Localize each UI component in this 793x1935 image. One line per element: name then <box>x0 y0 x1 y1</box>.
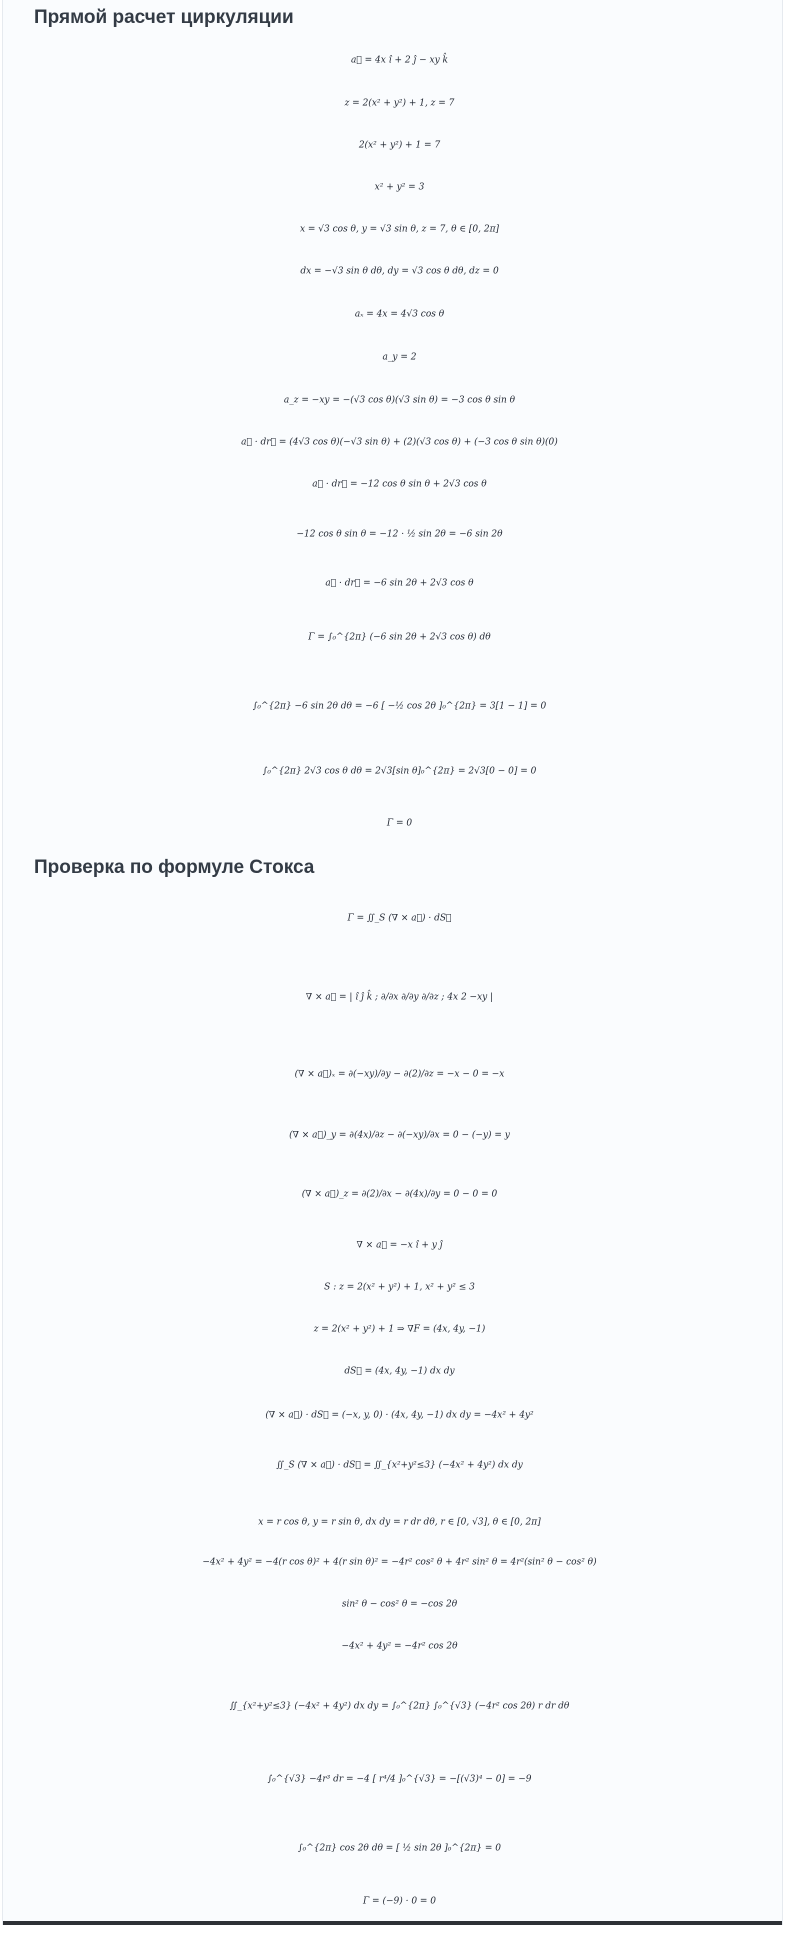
equation: x = r cos θ, y = r sin θ, dx dy = r dr dθ, r ∈ [0, √3], θ ∈ [0, 2π] <box>258 1517 541 1528</box>
equation: S : z = 2(x² + y²) + 1, x² + y² ≤ 3 <box>324 1282 475 1293</box>
equation: Γ = 0 <box>386 818 413 829</box>
equation: dS⃗ = (4x, 4y, −1) dx dy <box>344 1366 455 1377</box>
equation: ∬_S (∇ × a⃗) · dS⃗ = ∬_{x²+y²≤3} (−4x² + 4y²) dx dy <box>276 1460 523 1471</box>
equation: (∇ × a⃗)_z = ∂(2)/∂x − ∂(4x)/∂y = 0 − 0 = 0 <box>301 1189 498 1200</box>
equation: z = 2(x² + y²) + 1 ⇒ ∇F = (4x, 4y, −1) <box>313 1324 486 1335</box>
equation: Γ = ∬_S (∇ × a⃗) · dS⃗ <box>347 913 452 924</box>
equation: a⃗ · dr⃗ = −6 sin 2θ + 2√3 cos θ <box>325 578 474 589</box>
section-title-stokes-check: Проверка по формуле Стокса <box>34 857 315 878</box>
equation: (∇ × a⃗) · dS⃗ = (−x, y, 0) · (4x, 4y, −1) dx dy = −4x² + 4y² <box>265 1410 534 1421</box>
equation: Γ = ∫₀^{2π} (−6 sin 2θ + 2√3 cos θ) dθ <box>308 632 491 643</box>
equation: (∇ × a⃗)_y = ∂(4x)/∂z − ∂(−xy)/∂x = 0 − (−y) = y <box>289 1130 510 1141</box>
equation: −4x² + 4y² = −4r² cos 2θ <box>341 1641 458 1652</box>
bottom-border <box>3 1921 782 1925</box>
equation: sin² θ − cos² θ = −cos 2θ <box>341 1599 458 1610</box>
equation: ∫₀^{2π} 2√3 cos θ dθ = 2√3[sin θ]₀^{2π} = 2√3[0 − 0] = 0 <box>262 766 537 777</box>
equation: ∫₀^{2π} −6 sin 2θ dθ = −6 [ −½ cos 2θ ]₀^{2π} = 3[1 − 1] = 0 <box>252 701 547 712</box>
equation: a⃗ = 4x î + 2 ĵ − xy k̂ <box>351 55 448 66</box>
equation: ∫₀^{√3} −4r³ dr = −4 [ r⁴/4 ]₀^{√3} = −[(√3)⁴ − 0] = −9 <box>267 1774 532 1785</box>
equation: z = 2(x² + y²) + 1, z = 7 <box>344 98 455 109</box>
equation: x = √3 cos θ, y = √3 sin θ, z = 7, θ ∈ [0, 2π] <box>299 224 500 235</box>
equation: a⃗ · dr⃗ = (4√3 cos θ)(−√3 sin θ) + (2)(√3 cos θ) + (−3 cos θ sin θ)(0) <box>241 437 558 448</box>
document-page <box>2 0 783 1925</box>
equation: dx = −√3 sin θ dθ, dy = √3 cos θ dθ, dz = 0 <box>300 266 499 277</box>
equation: x² + y² = 3 <box>374 182 425 193</box>
equation: a_y = 2 <box>382 352 417 363</box>
equation: −12 cos θ sin θ = −12 · ½ sin 2θ = −6 sin 2θ <box>296 529 503 540</box>
equation: ∇ × a⃗ = | î ĵ k̂ ; ∂/∂x ∂/∂y ∂/∂z ; 4x 2 −xy | <box>305 992 494 1003</box>
equation: 2(x² + y²) + 1 = 7 <box>358 140 441 151</box>
section-title-direct-circulation: Прямой расчет циркуляции <box>34 7 294 28</box>
equation: a⃗ · dr⃗ = −12 cos θ sin θ + 2√3 cos θ <box>312 479 487 490</box>
equation: ∇ × a⃗ = −x î + y ĵ <box>356 1240 443 1251</box>
equation: aₓ = 4x = 4√3 cos θ <box>354 309 445 320</box>
equation: (∇ × a⃗)ₓ = ∂(−xy)/∂y − ∂(2)/∂z = −x − 0 = −x <box>294 1069 505 1080</box>
equation: a_z = −xy = −(√3 cos θ)(√3 sin θ) = −3 cos θ sin θ <box>283 395 516 406</box>
equation: −4x² + 4y² = −4(r cos θ)² + 4(r sin θ)² = −4r² cos² θ + 4r² sin² θ = 4r²(sin² θ − cos² θ) <box>202 1557 597 1568</box>
equation: ∬_{x²+y²≤3} (−4x² + 4y²) dx dy = ∫₀^{2π} ∫₀^{√3} (−4r² cos 2θ) r dr dθ <box>229 1701 570 1712</box>
equation: Γ = (−9) · 0 = 0 <box>362 1896 437 1907</box>
equation: ∫₀^{2π} cos 2θ dθ = [ ½ sin 2θ ]₀^{2π} = 0 <box>297 1843 502 1854</box>
